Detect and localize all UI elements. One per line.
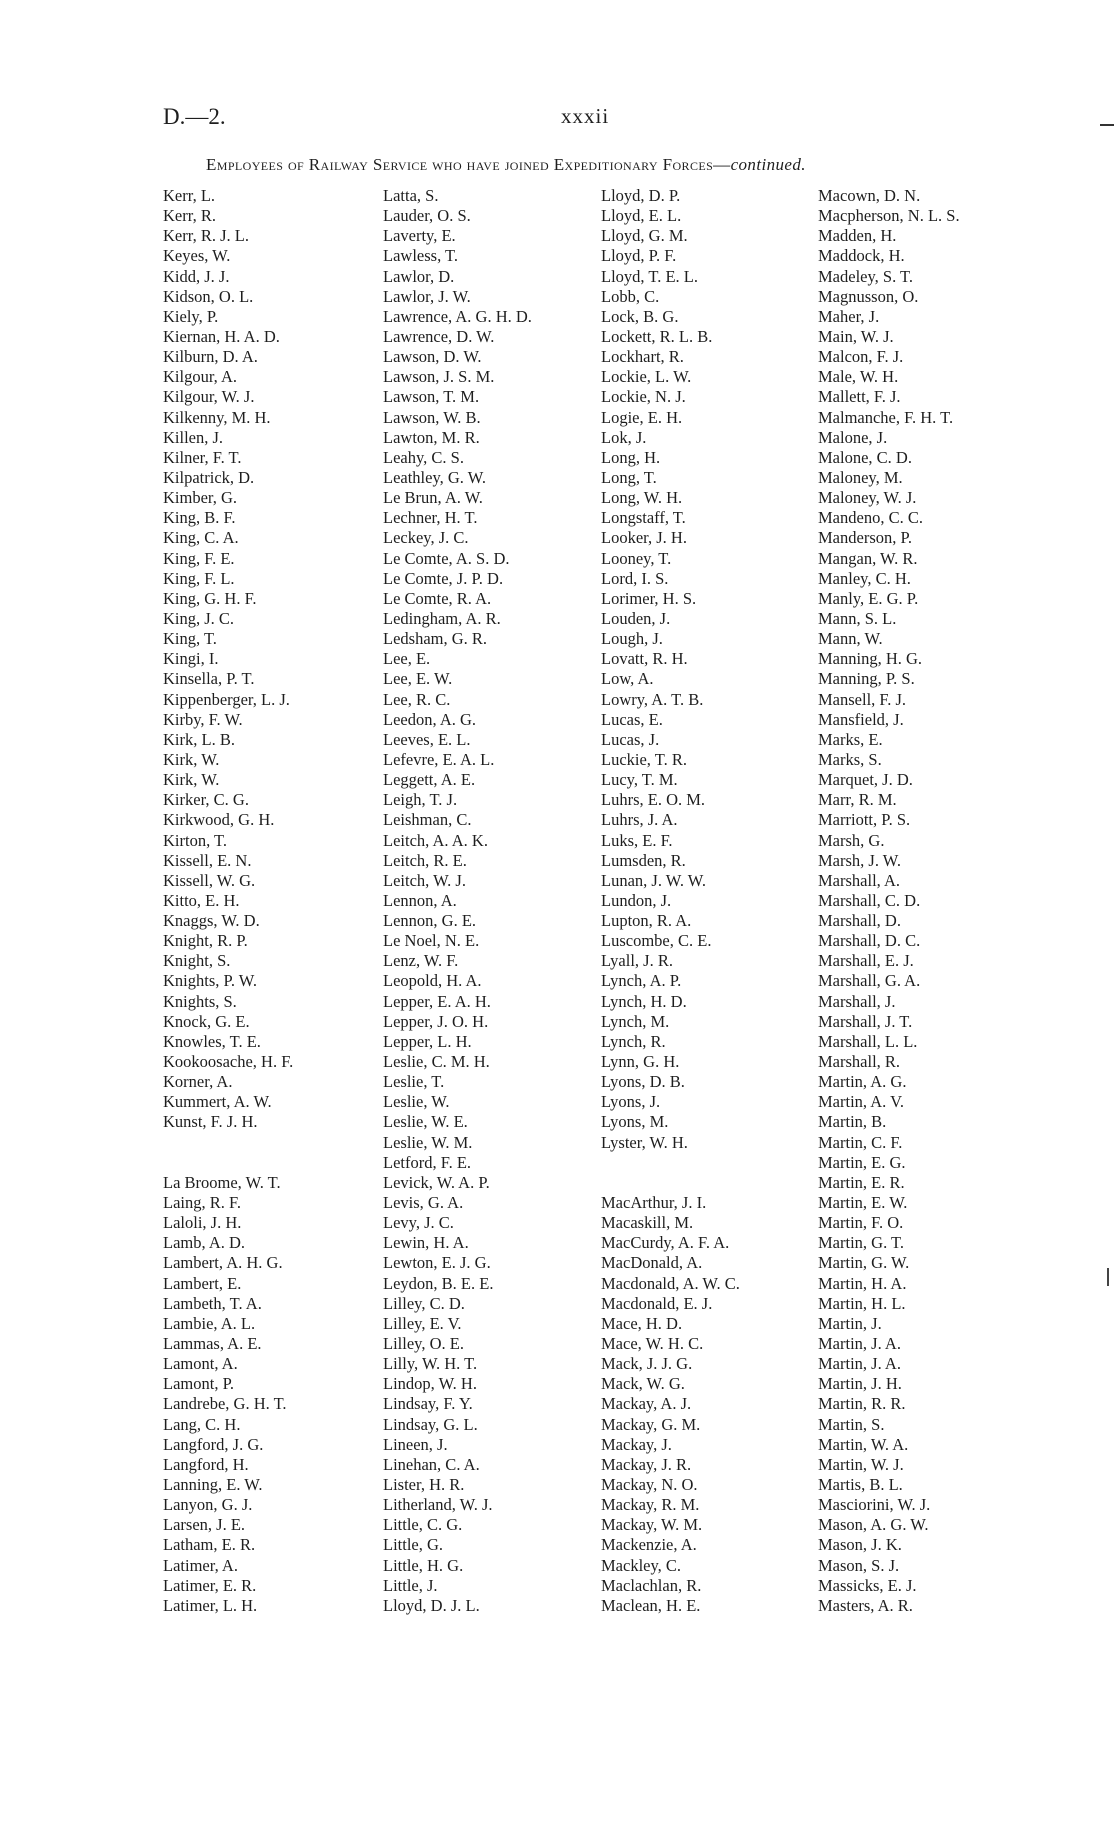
name-entry: Lock, B. G.	[601, 306, 679, 326]
name-entry: Malcon, F. J.	[818, 347, 904, 367]
name-entry: Masters, A. R.	[818, 1595, 913, 1615]
name-entry: Leahy, C. S.	[383, 447, 464, 467]
name-entry: Madden, H.	[818, 226, 897, 246]
name-entry: Latham, E. R.	[163, 1535, 256, 1555]
name-entry	[601, 1153, 740, 1173]
name-entry: King, F. E.	[163, 548, 235, 568]
name-entry: Latimer, A.	[163, 1555, 238, 1575]
heading-title: Employees of Railway Service who have joined Expeditionary Forces—	[206, 155, 731, 174]
name-entry: Kidson, O. L.	[163, 286, 254, 306]
name-entry: Lockie, N. J.	[601, 387, 686, 407]
name-entry: Kirkwood, G. H.	[163, 810, 275, 830]
name-entry: Leslie, W. E.	[383, 1112, 468, 1132]
name-entry: Mackay, A. J.	[601, 1394, 692, 1414]
name-entry: Little, J.	[383, 1575, 438, 1595]
name-entry: Marshall, L. L.	[818, 1031, 918, 1051]
name-entry: Lilley, O. E.	[383, 1334, 464, 1354]
name-entry: Marshall, D. C.	[818, 931, 921, 951]
name-entry: Lobb, C.	[601, 286, 660, 306]
name-entry: Kissell, E. N.	[163, 850, 252, 870]
name-entry: Knowles, T. E.	[163, 1031, 261, 1051]
name-entry: Martin, S.	[818, 1414, 885, 1434]
name-entry: Mandeno, C. C.	[818, 508, 923, 528]
name-entry: Martis, B. L.	[818, 1475, 903, 1494]
name-entry: Kerr, R.	[163, 206, 216, 226]
name-entry: Kunst, F. J. H.	[163, 1112, 258, 1132]
name-entry: Leslie, C. M. H.	[383, 1052, 490, 1072]
name-entry: Martin, J.	[818, 1313, 882, 1333]
name-entry: Mackay, W. M.	[601, 1515, 703, 1535]
name-entry: Lambert, E.	[163, 1273, 242, 1293]
name-entry: Lawrence, A. G. H. D.	[383, 306, 532, 326]
name-entry: Lyster, W. H.	[601, 1132, 688, 1152]
name-entry: Kirk, L. B.	[163, 729, 235, 749]
name-entry: Le Comte, A. S. D.	[383, 548, 510, 568]
name-entry: Lammas, A. E.	[163, 1334, 262, 1354]
name-entry: Lineen, J.	[383, 1434, 448, 1454]
name-entry: Korner, A.	[163, 1072, 233, 1092]
name-entry: Lyall, J. R.	[601, 951, 673, 971]
name-entry: Lilley, E. V.	[383, 1313, 462, 1333]
name-entry: Maloney, M.	[818, 467, 903, 487]
name-entry: Lockie, L. W.	[601, 367, 692, 387]
name-entry: Lucy, T. M.	[601, 770, 678, 790]
name-entry: Mann, W.	[818, 629, 883, 649]
name-entry: Lawson, J. S. M.	[383, 367, 495, 387]
name-entry: Lawrence, D. W.	[383, 326, 495, 346]
name-entry: Macpherson, N. L. S.	[818, 206, 960, 226]
name-entry: Lucas, J.	[601, 729, 660, 749]
name-entry: Leitch, W. J.	[383, 870, 466, 890]
name-entry: Lynch, A. P.	[601, 971, 682, 991]
name-entry: Mackay, J. R.	[601, 1454, 692, 1474]
name-entry: Kiernan, H. A. D.	[163, 326, 280, 346]
name-entry: Leopold, H. A.	[383, 971, 482, 991]
name-entry: Lynn, G. H.	[601, 1052, 680, 1072]
name-entry: Manley, C. H.	[818, 568, 911, 588]
name-entry: Maclachlan, R.	[601, 1575, 702, 1595]
name-entry: Kippenberger, L. J.	[163, 689, 290, 709]
name-entry: Laing, R. F.	[163, 1193, 241, 1213]
name-entry: MacArthur, J. I.	[601, 1193, 707, 1213]
name-entry: Lawson, W. B.	[383, 407, 481, 427]
name-entry: Landrebe, G. H. T.	[163, 1394, 287, 1414]
name-entry: Lawton, M. R.	[383, 427, 480, 447]
name-entry: Mace, H. D.	[601, 1313, 683, 1333]
name-entry: Lynch, M.	[601, 1011, 670, 1031]
name-entry: Keyes, W.	[163, 246, 231, 266]
name-entry: Le Comte, J. P. D.	[383, 568, 504, 588]
name-entry	[163, 1153, 293, 1173]
name-entry: Kirk, W.	[163, 749, 220, 769]
name-entry: Maloney, W. J.	[818, 488, 917, 508]
name-entry: Laloli, J. H.	[163, 1213, 242, 1233]
name-entry: Lindsay, F. Y.	[383, 1394, 473, 1414]
name-entry: Manning, H. G.	[818, 649, 923, 669]
name-entry: Lyons, J.	[601, 1092, 661, 1112]
name-entry: Martin, G. W.	[818, 1253, 910, 1273]
name-entry: Manderson, P.	[818, 528, 912, 548]
name-entry: Lawson, D. W.	[383, 347, 482, 367]
page-reference: D.—2.	[163, 104, 226, 129]
name-entry: Marshall, C. D.	[818, 890, 921, 910]
name-entry: Linehan, C. A.	[383, 1454, 480, 1474]
name-entry: Mason, A. G. W.	[818, 1515, 929, 1535]
name-entry: Little, C. G.	[383, 1515, 463, 1535]
name-entry: Lockhart, R.	[601, 347, 684, 367]
name-entry: Maher, J.	[818, 306, 880, 326]
name-entry: Leydon, B. E. E.	[383, 1273, 494, 1293]
name-entry: Martin, W. J.	[818, 1454, 904, 1474]
name-entry: Martin, E. R.	[818, 1172, 905, 1192]
name-entry: Martin, G. T.	[818, 1233, 905, 1253]
name-entry: Lennon, A.	[383, 890, 457, 910]
name-entry: Martin, F. O.	[818, 1213, 904, 1233]
name-entry: Langford, J. G.	[163, 1434, 264, 1454]
name-entry: Main, W. J.	[818, 326, 894, 346]
name-column-4	[818, 186, 960, 1616]
name-entry: Mack, W. G.	[601, 1374, 685, 1394]
name-entry: Manning, P. S.	[818, 669, 915, 689]
name-entry: Lewton, E. J. G.	[383, 1253, 491, 1273]
name-entry: Luckie, T. R.	[601, 749, 687, 769]
name-entry: Lloyd, D. P.	[601, 186, 681, 205]
name-entry: Kinsella, P. T.	[163, 669, 255, 689]
name-entry: Little, H. G.	[383, 1555, 464, 1575]
name-entry: Leslie, W. M.	[383, 1132, 473, 1152]
name-entry: Massicks, E. J.	[818, 1575, 917, 1595]
name-entry: Martin, A. G.	[818, 1072, 907, 1092]
heading-continued: continued.	[730, 155, 806, 174]
name-entry: Long, W. H.	[601, 488, 683, 508]
name-entry: King, T.	[163, 629, 217, 649]
name-entry: Lundon, J.	[601, 890, 672, 910]
name-entry: Lambeth, T. A.	[163, 1293, 262, 1313]
name-entry: Lanyon, G. J.	[163, 1495, 253, 1515]
name-entry: Mansfield, J.	[818, 709, 904, 729]
name-entry: Macdonald, E. J.	[601, 1293, 713, 1313]
name-entry: Kilpatrick, D.	[163, 467, 255, 487]
name-entry: Mackay, G. M.	[601, 1414, 701, 1434]
name-entry: Killen, J.	[163, 427, 224, 447]
name-entry: Lorimer, H. S.	[601, 588, 697, 608]
name-entry: Kissell, W. G.	[163, 870, 256, 890]
name-entry: Lunan, J. W. W.	[601, 870, 706, 890]
name-entry: Mackay, J.	[601, 1434, 672, 1454]
name-entry: Lilley, C. D.	[383, 1293, 465, 1313]
name-entry: Lambert, A. H. G.	[163, 1253, 283, 1273]
name-entry: Lindsay, G. L.	[383, 1414, 478, 1434]
name-entry: Knock, G. E.	[163, 1011, 250, 1031]
name-entry: Langford, H.	[163, 1454, 249, 1474]
name-entry: MacDonald, A.	[601, 1253, 703, 1273]
name-entry: Kitto, E. H.	[163, 890, 240, 910]
name-entry: Lord, I. S.	[601, 568, 669, 588]
name-entry: Mack, J. J. G.	[601, 1354, 693, 1374]
name-column-2	[383, 186, 532, 1616]
name-entry: Kilgour, A.	[163, 367, 238, 387]
margin-tick	[1107, 1268, 1109, 1286]
name-entry: Lepper, J. O. H.	[383, 1011, 489, 1031]
name-entry: Kerr, R. J. L.	[163, 226, 249, 246]
page-number: xxxii	[561, 104, 610, 128]
name-entry: Luks, E. F.	[601, 830, 673, 850]
name-entry: Knights, P. W.	[163, 971, 257, 991]
name-entry: Low, A.	[601, 669, 654, 689]
name-entry: Lilly, W. H. T.	[383, 1354, 478, 1374]
name-entry: Marks, E.	[818, 729, 883, 749]
name-entry: Lister, H. R.	[383, 1475, 465, 1494]
name-entry: Larsen, J. E.	[163, 1515, 246, 1535]
name-entry: King, G. H. F.	[163, 588, 257, 608]
name-entry: Le Noel, N. E.	[383, 931, 480, 951]
name-entry: Lowry, A. T. B.	[601, 689, 704, 709]
name-entry: Lynch, H. D.	[601, 991, 687, 1011]
name-entry: Knight, S.	[163, 951, 231, 971]
name-entry: Macaskill, M.	[601, 1213, 694, 1233]
name-entry: Lloyd, D. J. L.	[383, 1595, 480, 1615]
name-entry: Magnusson, O.	[818, 286, 919, 306]
name-entry: Kirker, C. G.	[163, 790, 249, 810]
name-entry: Looker, J. H.	[601, 528, 687, 548]
name-entry: Kerr, L.	[163, 186, 216, 205]
name-entry: Mason, S. J.	[818, 1555, 900, 1575]
name-entry: Macown, D. N.	[818, 186, 921, 205]
name-entry: Lloyd, P. F.	[601, 246, 677, 266]
name-entry: Leitch, A. A. K.	[383, 830, 488, 850]
name-entry: Martin, R. R.	[818, 1394, 906, 1414]
name-entry: Kilner, F. T.	[163, 447, 242, 467]
name-entry: Leeves, E. L.	[383, 729, 471, 749]
name-entry: Latta, S.	[383, 186, 439, 205]
name-entry: Mackenzie, A.	[601, 1535, 697, 1555]
name-entry: Lumsden, R.	[601, 850, 686, 870]
name-entry: Leishman, C.	[383, 810, 472, 830]
name-entry: Little, G.	[383, 1535, 444, 1555]
name-entry: Le Comte, R. A.	[383, 588, 492, 608]
name-entry	[601, 1173, 740, 1193]
name-entry: Marshall, J. T.	[818, 1011, 913, 1031]
name-entry: Lee, E.	[383, 649, 431, 669]
name-entry: Marr, R. M.	[818, 790, 897, 810]
name-entry: Martin, H. A.	[818, 1273, 907, 1293]
name-entry: Kilkenny, M. H.	[163, 407, 271, 427]
name-entry: Le Brun, A. W.	[383, 488, 483, 508]
name-entry: Knights, S.	[163, 991, 237, 1011]
name-entry: Luhrs, J. A.	[601, 810, 678, 830]
name-entry: Marshall, D.	[818, 911, 901, 931]
name-entry: Martin, E. G.	[818, 1152, 906, 1172]
name-entry: Maclean, H. E.	[601, 1595, 701, 1615]
name-entry: Louden, J.	[601, 608, 671, 628]
name-entry: Lynch, R.	[601, 1031, 666, 1051]
name-entry: Leggett, A. E.	[383, 770, 476, 790]
name-entry: Kirton, T.	[163, 830, 228, 850]
name-entry: Lee, R. C.	[383, 689, 451, 709]
name-entry: Mace, W. H. C.	[601, 1334, 704, 1354]
name-entry: Latimer, E. R.	[163, 1575, 257, 1595]
name-entry	[163, 1133, 293, 1153]
name-entry: Lloyd, E. L.	[601, 206, 682, 226]
name-entry: Lawlor, D.	[383, 266, 455, 286]
name-entry: Lechner, H. T.	[383, 508, 478, 528]
name-entry: Lee, E. W.	[383, 669, 453, 689]
name-entry: King, C. A.	[163, 528, 239, 548]
name-entry: Martin, W. A.	[818, 1434, 909, 1454]
name-entry: Maddock, H.	[818, 246, 905, 266]
name-entry: Mason, J. K.	[818, 1535, 902, 1555]
name-entry: Martin, H. L.	[818, 1293, 906, 1313]
name-entry: Lamb, A. D.	[163, 1233, 246, 1253]
name-entry: Leslie, T.	[383, 1072, 445, 1092]
name-entry: Litherland, W. J.	[383, 1495, 493, 1515]
name-entry: Leslie, W.	[383, 1092, 450, 1112]
name-entry: Kilgour, W. J.	[163, 387, 255, 407]
name-entry: Lawless, T.	[383, 246, 458, 266]
name-entry: Kimber, G.	[163, 488, 238, 508]
name-entry: Mann, S. L.	[818, 608, 897, 628]
name-entry: Lockett, R. L. B.	[601, 326, 713, 346]
name-entry: Leitch, R. E.	[383, 850, 467, 870]
name-entry: Kirby, F. W.	[163, 709, 243, 729]
name-entry: Knight, R. P.	[163, 931, 248, 951]
name-entry: Leedon, A. G.	[383, 709, 477, 729]
name-entry: Levis, G. A.	[383, 1193, 464, 1213]
name-entry: Lawson, T. M.	[383, 387, 480, 407]
name-entry: Kummert, A. W.	[163, 1092, 272, 1112]
name-entry: Luscombe, C. E.	[601, 931, 712, 951]
name-entry: Lewin, H. A.	[383, 1233, 469, 1253]
name-entry: Kingi, I.	[163, 649, 219, 669]
name-entry: Levy, J. C.	[383, 1213, 454, 1233]
name-entry: Leckey, J. C.	[383, 528, 469, 548]
name-entry: Marshall, R.	[818, 1052, 901, 1072]
name-entry: Lepper, L. H.	[383, 1031, 472, 1051]
page-heading	[206, 155, 806, 175]
name-entry: Letford, F. E.	[383, 1152, 472, 1172]
name-entry: Lough, J.	[601, 629, 663, 649]
name-entry: Martin, B.	[818, 1112, 887, 1132]
name-entry: Lamont, A.	[163, 1354, 238, 1374]
name-entry: Lloyd, G. M.	[601, 226, 688, 246]
name-entry: Manly, E. G. P.	[818, 588, 919, 608]
name-entry: Leigh, T. J.	[383, 790, 458, 810]
name-entry: Lyons, D. B.	[601, 1072, 685, 1092]
name-entry: Knaggs, W. D.	[163, 911, 260, 931]
name-entry: Lindop, W. H.	[383, 1374, 477, 1394]
name-entry: Longstaff, T.	[601, 508, 686, 528]
margin-dash	[1100, 124, 1114, 126]
name-entry: Lang, C. H.	[163, 1414, 241, 1434]
name-entry: Marriott, P. S.	[818, 810, 911, 830]
name-entry: Marshall, E. J.	[818, 951, 914, 971]
name-entry: Lovatt, R. H.	[601, 649, 688, 669]
name-entry: Male, W. H.	[818, 367, 899, 387]
name-entry: Madeley, S. T.	[818, 266, 914, 286]
name-entry: Kirk, W.	[163, 770, 220, 790]
name-entry: Marks, S.	[818, 749, 882, 769]
name-entry: Mansell, F. J.	[818, 689, 907, 709]
name-column-3	[601, 186, 740, 1616]
name-entry: Lenz, W. F.	[383, 951, 459, 971]
name-entry: Mackley, C.	[601, 1555, 682, 1575]
name-entry: Lyons, M.	[601, 1112, 669, 1132]
name-entry: Lepper, E. A. H.	[383, 991, 491, 1011]
name-entry: Lok, J.	[601, 427, 647, 447]
name-entry: Martin, E. W.	[818, 1193, 908, 1213]
name-entry: Marshall, A.	[818, 870, 901, 890]
name-entry: Malone, J.	[818, 427, 888, 447]
name-entry: Lawlor, J. W.	[383, 286, 471, 306]
name-entry: Lauder, O. S.	[383, 206, 471, 226]
name-entry: Mangan, W. R.	[818, 548, 918, 568]
name-entry: Ledsham, G. R.	[383, 629, 488, 649]
name-entry: Laverty, E.	[383, 226, 456, 246]
name-entry: Mackay, R. M.	[601, 1495, 700, 1515]
name-entry: Looney, T.	[601, 548, 672, 568]
name-entry: Lamont, P.	[163, 1374, 235, 1394]
name-entry: Kidd, J. J.	[163, 266, 230, 286]
name-entry: Masciorini, W. J.	[818, 1495, 931, 1515]
name-entry: Lennon, G. E.	[383, 911, 477, 931]
name-entry: Lefevre, E. A. L.	[383, 749, 495, 769]
name-entry: Martin, J. A.	[818, 1354, 901, 1374]
name-entry: Long, H.	[601, 447, 661, 467]
name-entry: Lanning, E. W.	[163, 1475, 263, 1494]
name-entry: King, F. L.	[163, 568, 235, 588]
name-entry: Luhrs, E. O. M.	[601, 790, 706, 810]
name-entry: Long, T.	[601, 467, 657, 487]
name-entry: Ledingham, A. R.	[383, 608, 501, 628]
name-entry: Leathley, G. W.	[383, 467, 486, 487]
name-entry: Lupton, R. A.	[601, 911, 692, 931]
name-entry: Latimer, L. H.	[163, 1595, 258, 1615]
name-entry: Martin, J. H.	[818, 1374, 902, 1394]
name-entry: Marshall, G. A.	[818, 971, 921, 991]
name-entry: Lucas, E.	[601, 709, 663, 729]
name-entry: Mallett, F. J.	[818, 387, 901, 407]
name-entry: Mackay, N. O.	[601, 1475, 698, 1494]
name-entry: Marsh, J. W.	[818, 850, 901, 870]
name-entry: Kiely, P.	[163, 306, 219, 326]
name-entry: Martin, A. V.	[818, 1092, 905, 1112]
name-entry: Lambie, A. L.	[163, 1313, 256, 1333]
name-entry: Macdonald, A. W. C.	[601, 1273, 740, 1293]
name-entry: Logie, E. H.	[601, 407, 683, 427]
name-entry: King, J. C.	[163, 608, 235, 628]
name-column-1	[163, 186, 293, 1616]
name-entry: MacCurdy, A. F. A.	[601, 1233, 730, 1253]
name-entry: Malmanche, F. H. T.	[818, 407, 954, 427]
name-entry: Martin, J. A.	[818, 1334, 901, 1354]
name-entry: Levick, W. A. P.	[383, 1172, 490, 1192]
name-entry: Marshall, J.	[818, 991, 896, 1011]
name-entry: Martin, C. F.	[818, 1132, 903, 1152]
name-entry: King, B. F.	[163, 508, 236, 528]
name-entry: Malone, C. D.	[818, 447, 912, 467]
name-entry: Kilburn, D. A.	[163, 347, 258, 367]
name-entry: Marquet, J. D.	[818, 770, 913, 790]
name-entry: Lloyd, T. E. L.	[601, 266, 699, 286]
name-entry: La Broome, W. T.	[163, 1172, 281, 1192]
name-entry: Kookoosache, H. F.	[163, 1052, 294, 1072]
name-entry: Marsh, G.	[818, 830, 885, 850]
